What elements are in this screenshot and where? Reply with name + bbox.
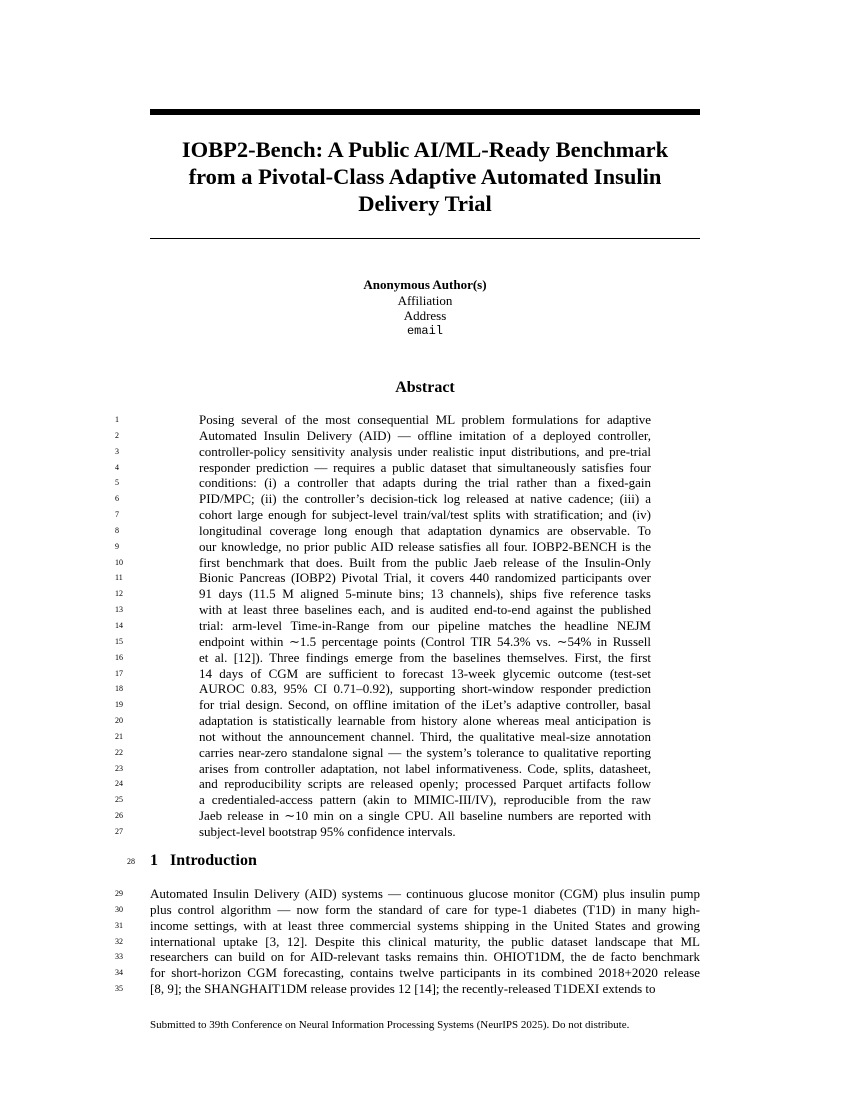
line-number: 3 bbox=[115, 446, 119, 456]
line-text: responder prediction — requires a public dataset that simultaneously satisfies four bbox=[199, 459, 651, 475]
line-text: endpoint within ∼1.5 percentage points (Control TIR 54.3% vs. ∼54% in Russell bbox=[199, 633, 651, 649]
text-line bbox=[115, 713, 651, 729]
line-number: 33 bbox=[115, 952, 123, 962]
text-line bbox=[115, 602, 651, 618]
text-line bbox=[115, 459, 651, 476]
line-number: 14 bbox=[115, 620, 123, 630]
line-text: Posing several of the most consequential ML problem formulations for adaptive bbox=[199, 412, 651, 427]
line-text: plus control algorithm — now form the standard of care for type-1 diabetes (T1D) in many high- bbox=[150, 901, 700, 917]
line-text: controller-policy sensitivity analysis under realistic input distributions, and pre-trial bbox=[199, 443, 651, 459]
author-address: Address bbox=[403, 308, 447, 323]
line-number: 15 bbox=[115, 636, 123, 646]
line-number: 28 bbox=[127, 857, 135, 866]
line-text: carries near-zero standalone signal — the system’s tolerance to qualitative reporting bbox=[199, 744, 651, 760]
text-line bbox=[115, 522, 651, 539]
text-line bbox=[115, 808, 651, 824]
line-number: 35 bbox=[115, 984, 123, 994]
text-line bbox=[115, 649, 651, 666]
line-text: Automated Insulin Delivery (AID) — offline imitation of a deployed controller, bbox=[199, 427, 651, 443]
text-line bbox=[115, 475, 651, 491]
line-number: 9 bbox=[115, 541, 119, 551]
text-line bbox=[115, 697, 651, 713]
line-number: 27 bbox=[115, 826, 123, 836]
line-number: 6 bbox=[115, 494, 119, 504]
line-number: 24 bbox=[115, 779, 123, 789]
line-number: 11 bbox=[115, 573, 123, 583]
section-title: Introduction bbox=[170, 852, 257, 869]
line-number: 2 bbox=[115, 430, 119, 440]
line-text: with at least three baselines each, and is audited end-to-end against the published bbox=[199, 602, 651, 618]
line-text: adaptation is statistically learnable from history alone whereas meal anticipation is bbox=[199, 713, 651, 729]
line-text: PID/MPC; (ii) the controller’s decision-tick log released at native cadence; (iii) a bbox=[199, 491, 651, 507]
line-text: longitudinal coverage long enough that adaptation dynamics are observable. To bbox=[199, 522, 651, 538]
text-line bbox=[115, 823, 651, 840]
line-text: first benchmark that does. Built from the public Jaeb release of the Insulin-Only bbox=[199, 554, 651, 570]
footer-note: Submitted to 39th Conference on Neural Information Processing Systems (NeurIPS 2025). Do not distribute. bbox=[150, 1019, 630, 1031]
line-text: income settings, with at least three commercial systems shipping in the United States and growing bbox=[150, 917, 700, 933]
line-text: 14 days of CGM are sufficient to forecast 13-week glycemic outcome (test-set bbox=[199, 665, 651, 681]
text-line bbox=[115, 760, 651, 777]
line-text: our knowledge, no prior public AID release satisfies all four. IOBP2-BENCH is the bbox=[199, 538, 651, 554]
line-number: 19 bbox=[115, 700, 123, 710]
line-number: 32 bbox=[115, 936, 123, 946]
text-line bbox=[115, 792, 651, 808]
line-text: trial: arm-level Time-in-Range from our pipeline matches the headline NEJM bbox=[199, 617, 651, 633]
text-line bbox=[115, 538, 651, 555]
line-text: arises from controller adaptation, not label informativeness. Code, splits, datasheet, bbox=[199, 760, 651, 776]
text-line bbox=[115, 443, 651, 460]
line-number: 25 bbox=[115, 795, 123, 805]
text-line bbox=[115, 933, 700, 950]
line-text: Jaeb release in ∼10 min on a single CPU. All baseline numbers are reported with bbox=[199, 808, 651, 824]
line-number: 20 bbox=[115, 716, 123, 726]
text-line bbox=[115, 491, 651, 507]
abstract-body bbox=[115, 412, 651, 840]
text-line bbox=[115, 681, 651, 697]
line-number: 23 bbox=[115, 763, 123, 773]
line-number: 16 bbox=[115, 652, 123, 662]
text-line bbox=[115, 981, 700, 997]
text-line bbox=[115, 586, 651, 602]
line-number: 34 bbox=[115, 968, 123, 978]
text-line bbox=[115, 728, 651, 745]
line-text: subject-level bootstrap 95% confidence intervals. bbox=[199, 823, 456, 839]
line-text: international uptake [3, 12]. Despite this clinical maturity, the public dataset landscape that ML bbox=[150, 933, 700, 949]
author-block bbox=[150, 277, 700, 339]
author-name: Anonymous Author(s) bbox=[363, 277, 487, 292]
line-number: 1 bbox=[115, 415, 119, 424]
line-text: AUROC 0.83, 95% CI 0.71–0.92), supporting short-window responder prediction bbox=[199, 681, 651, 697]
text-line bbox=[115, 886, 700, 902]
line-text: Automated Insulin Delivery (AID) systems — continuous glucose monitor (CGM) plus insulin pump bbox=[150, 886, 700, 901]
line-number: 7 bbox=[115, 510, 119, 520]
text-line bbox=[115, 901, 700, 918]
section-heading bbox=[150, 851, 257, 871]
text-line bbox=[115, 633, 651, 650]
author-affiliation: Affiliation bbox=[397, 292, 453, 308]
line-number: 10 bbox=[115, 557, 123, 567]
author-email: email bbox=[406, 323, 443, 338]
title-rule-bottom bbox=[150, 238, 700, 239]
text-line bbox=[115, 917, 700, 934]
abstract-heading: Abstract bbox=[395, 379, 455, 396]
line-text: and reproducibility scripts are released openly; processed Parquet artifacts follow bbox=[199, 776, 651, 792]
line-number: 29 bbox=[115, 889, 123, 898]
line-number: 17 bbox=[115, 668, 123, 678]
text-line bbox=[115, 949, 700, 965]
text-line bbox=[115, 965, 700, 981]
line-text: not without the announcement channel. Third, the qualitative meal-size annotation bbox=[199, 728, 651, 744]
title-line: IOBP2-Bench: A Public AI/ML-Ready Benchmark bbox=[181, 137, 669, 162]
line-text: Bionic Pancreas (IOBP2) Pivotal Trial, it covers 440 randomized participants over bbox=[199, 570, 651, 586]
line-text: for trial design. Second, on offline imitation of the iLet’s adaptive controller, basal bbox=[199, 697, 651, 713]
line-number: 22 bbox=[115, 747, 123, 757]
text-line bbox=[115, 665, 651, 682]
line-number: 21 bbox=[115, 731, 123, 741]
title-rule-top bbox=[150, 109, 700, 115]
line-text: conditions: (i) a controller that adapts during the trial rather than a fixed-gain bbox=[199, 475, 651, 491]
line-number: 26 bbox=[115, 811, 123, 821]
paper-title bbox=[150, 136, 700, 217]
line-text: [8, 9]; the SHANGHAIT1DM release provides 12 [14]; the recently-released T1DEXI extends to bbox=[150, 981, 656, 997]
line-number: 31 bbox=[115, 920, 123, 930]
title-line: from a Pivotal-Class Adaptive Automated Insulin bbox=[188, 164, 662, 189]
section-number: 1 bbox=[150, 852, 158, 869]
text-line bbox=[115, 744, 651, 761]
text-line bbox=[115, 412, 651, 428]
title-line: Delivery Trial bbox=[358, 191, 492, 216]
line-text: 91 days (11.5 M aligned 5-minute bins; 13 channels), ships five reference tasks bbox=[199, 586, 651, 602]
line-number: 4 bbox=[115, 462, 119, 472]
line-text: researchers can build on for AID-relevant tasks remains thin. OHIOT1DM, the de facto benchmark bbox=[150, 949, 700, 965]
line-number: 13 bbox=[115, 605, 123, 615]
line-text: a credentialed-access pattern (akin to MIMIC-III/IV), reproducible from the raw bbox=[199, 792, 651, 808]
introduction-body bbox=[115, 886, 700, 997]
text-line bbox=[115, 554, 651, 571]
line-text: for short-horizon CGM forecasting, contains twelve participants in its combined 2018+2020 release bbox=[150, 965, 700, 981]
line-number: 30 bbox=[115, 904, 123, 914]
line-number: 18 bbox=[115, 684, 123, 694]
line-number: 5 bbox=[115, 478, 119, 488]
text-line bbox=[115, 570, 651, 586]
line-number: 8 bbox=[115, 525, 119, 535]
line-number: 12 bbox=[115, 589, 123, 599]
text-line bbox=[115, 617, 651, 634]
text-line bbox=[115, 427, 651, 444]
line-text: et al. [12]). Three findings emerge from the baselines themselves. First, the first bbox=[199, 649, 651, 665]
text-line bbox=[115, 776, 651, 792]
text-line bbox=[115, 507, 651, 523]
line-text: cohort large enough for subject-level train/val/test splits with stratification; and (iv) bbox=[199, 507, 651, 523]
